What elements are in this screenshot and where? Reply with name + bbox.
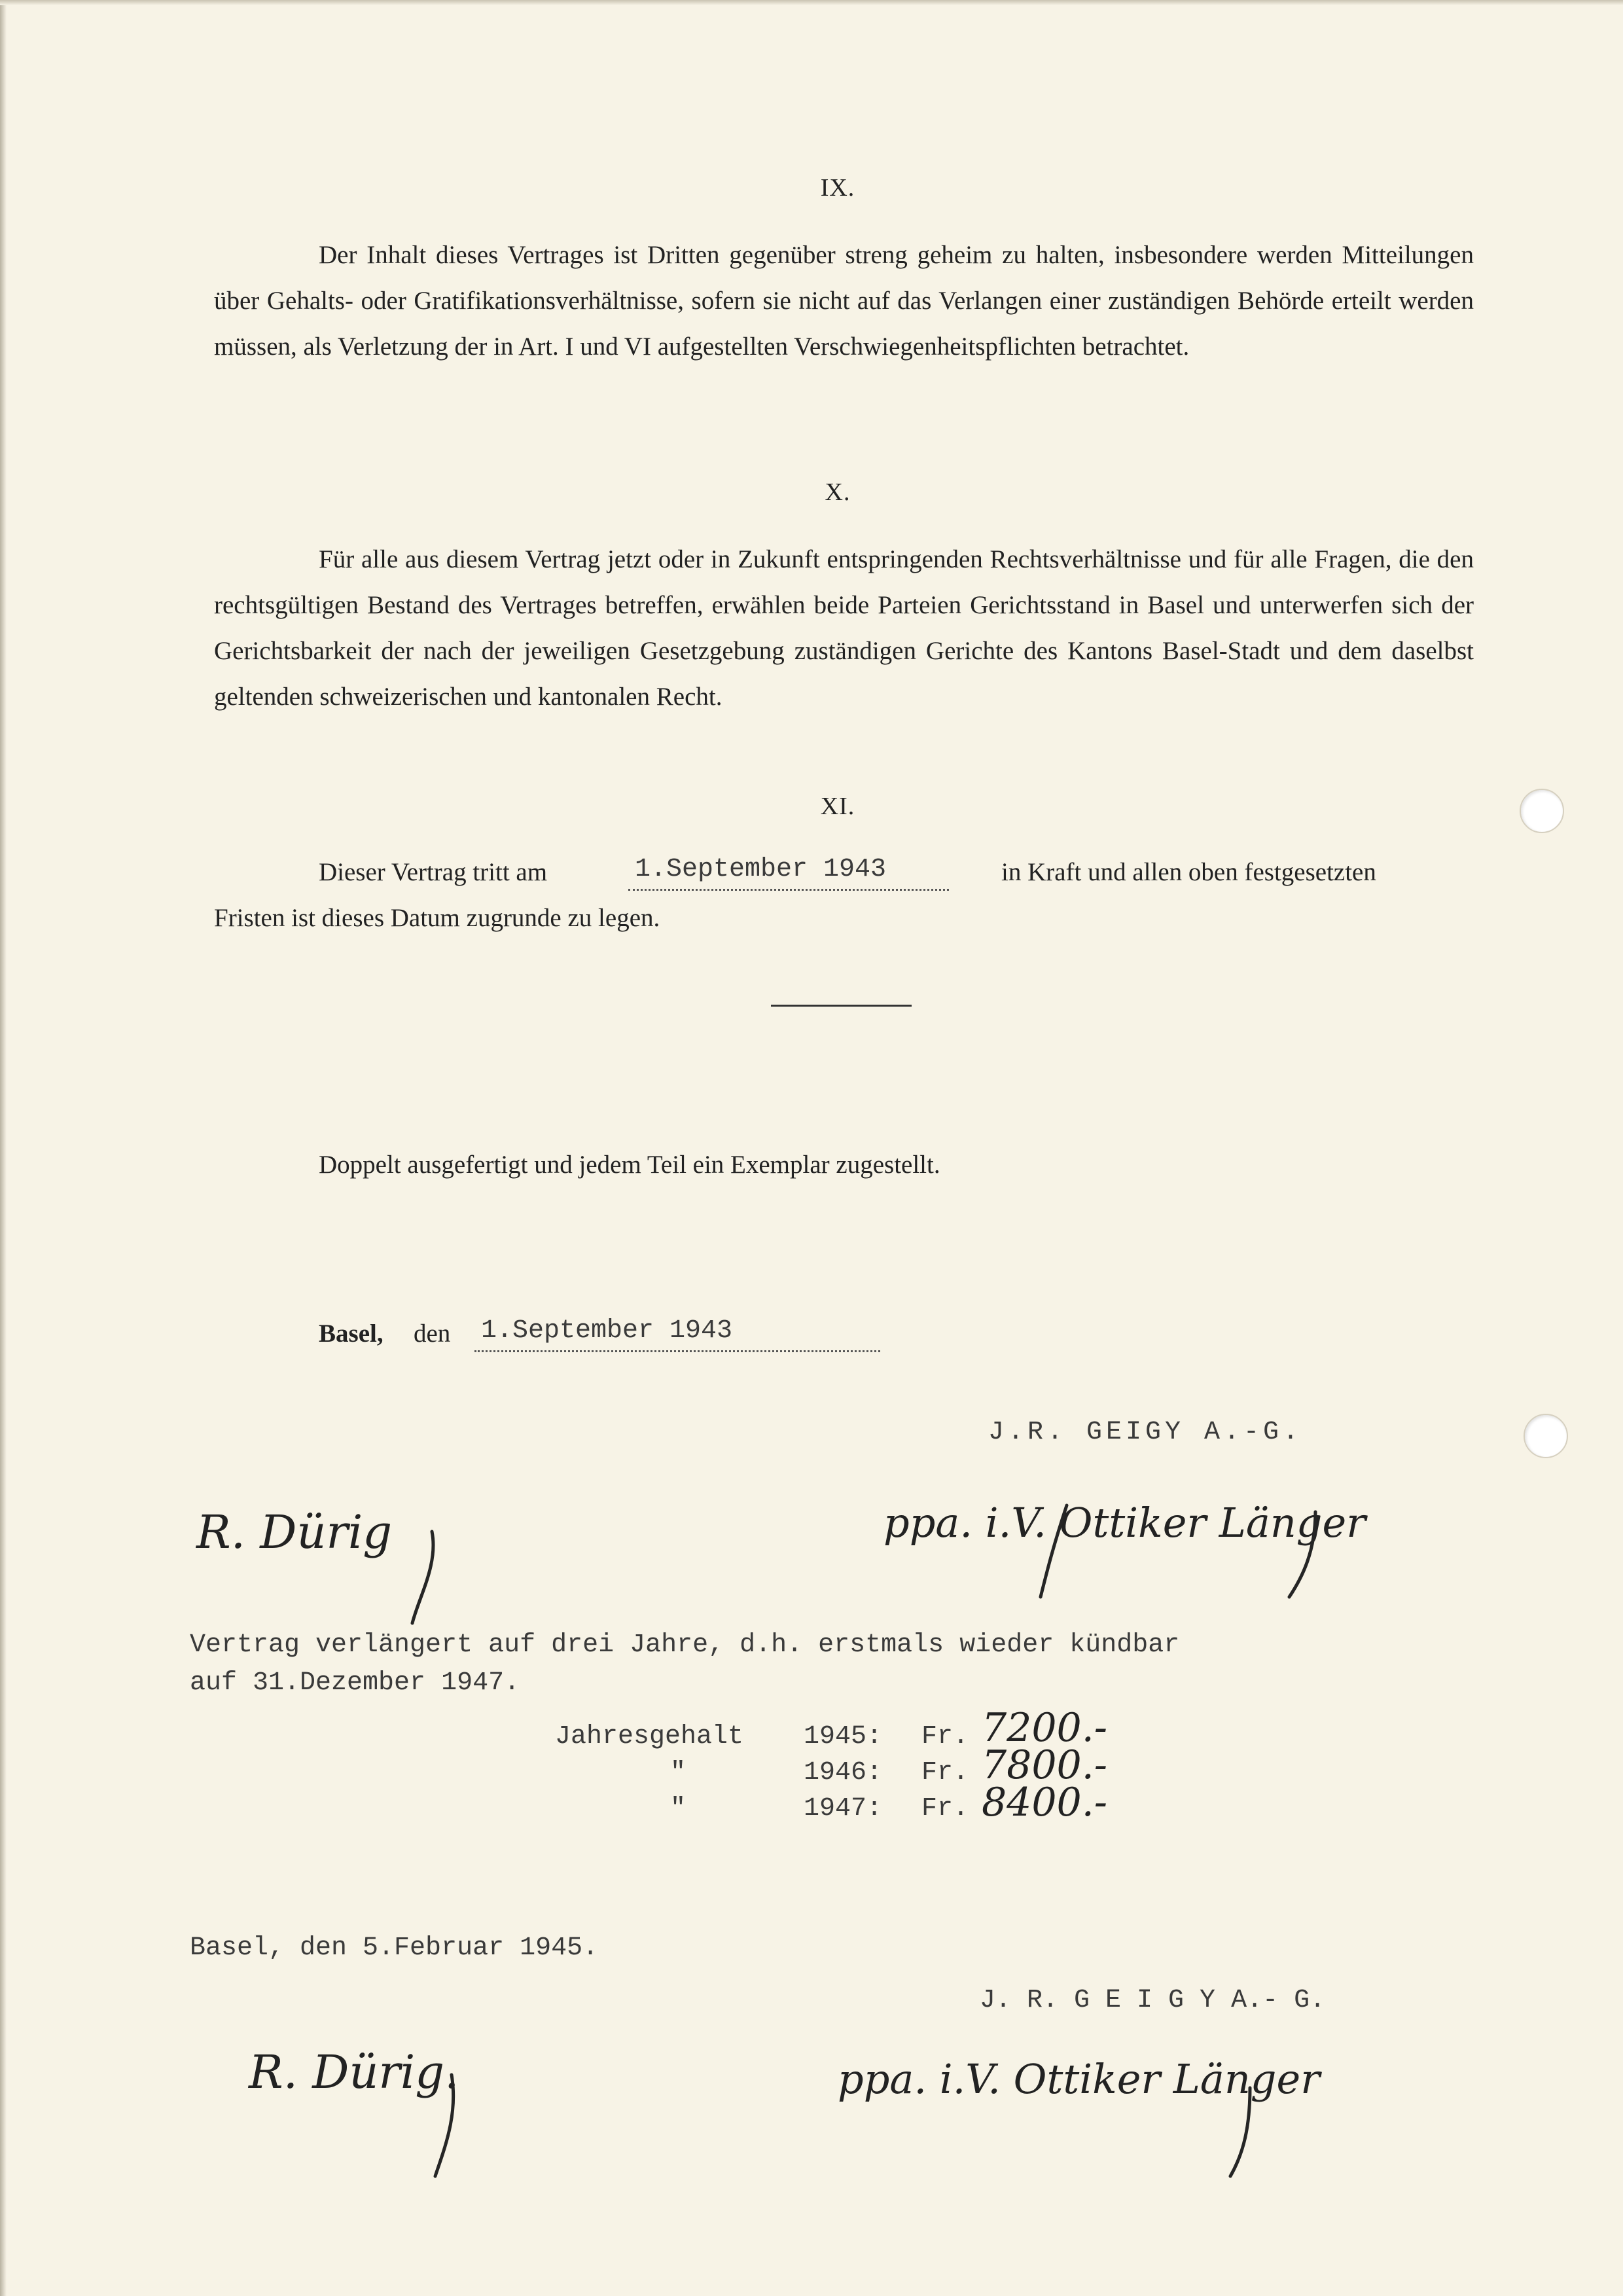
salary-ditto-1: ": [670, 1758, 687, 1787]
salary-currency-1945: Fr.: [921, 1722, 969, 1751]
signature-employee: R. Dürig: [196, 1505, 393, 1559]
signature-company-stroke: [975, 1486, 1381, 1604]
extension-signature-company: ppa. i.V. Ottiker Länger: [838, 2055, 1320, 2103]
closing-date: 1.September 1943: [474, 1312, 880, 1352]
section-xi-date-field: [628, 851, 949, 891]
extension-signature-company-stroke: [1152, 2075, 1283, 2179]
salary-amount-1947: 8400.-: [982, 1780, 1108, 1825]
salary-label: Jahresgehalt: [555, 1722, 744, 1751]
signature-company: ppa. i.V. Ottiker Länger: [883, 1499, 1366, 1547]
signature-employee-stroke: [393, 1525, 458, 1630]
section-xi-heading: XI.: [820, 793, 855, 820]
section-x-text: Für alle aus diesem Vertrag jetzt oder in Zukunft entspringenden Rechtsverhältnisse und für alle Fragen, die den rechtsgültigen Bestand des Vertrages betreffen, erwählen beide Parteien Gerichtsstand in Basel und unterwerfen sich der Gerichtsbarkeit der nach der jeweiligen Gesetzgebung zuständigen Gerichte des Kantons Basel-Stadt und dem daselbst geltenden schweizerischen und kantonalen Recht.: [214, 545, 1474, 711]
section-xi-line1-before: Dieser Vertrag tritt am: [319, 858, 548, 886]
extension-company: J. R. G E I G Y A.- G.: [980, 1986, 1326, 2015]
section-ix-text: Der Inhalt dieses Vertrages ist Dritten gegenüber streng geheim zu halten, insbesondere werden Mitteilungen über Gehalts- oder Gratifikationsverhältnisse, sofern sie nicht auf das Verlangen einer zuständigen Behörde erteilt werden müssen, als Verletzung der in Art. I und VI aufgestellten Verschwiegenheitspflichten betrachtet.: [214, 241, 1474, 361]
extension-line2: auf 31.Dezember 1947.: [190, 1668, 520, 1698]
extension-signature-employee: R. Dürig.: [249, 2045, 459, 2099]
salary-amount-1946: 7800.-: [982, 1742, 1108, 1788]
section-xi-line1-after: in Kraft und allen oben festgesetzten: [1001, 858, 1376, 886]
section-xi-date: 1.September 1943: [628, 851, 949, 891]
salary-year-1945: 1945:: [804, 1722, 883, 1751]
extension-signature-employee-stroke: [419, 2068, 484, 2179]
salary-year-1946: 1946:: [804, 1758, 883, 1787]
duplicate-note: Doppelt ausgefertigt und jedem Teil ein Exemplar zugestellt.: [319, 1151, 940, 1179]
section-xi-line2: Fristen ist dieses Datum zugrunde zu legen.: [214, 904, 660, 932]
salary-currency-1946: Fr.: [921, 1758, 969, 1787]
closing-company: J.R. GEIGY A.-G.: [988, 1418, 1303, 1447]
salary-year-1947: 1947:: [804, 1794, 883, 1823]
section-ix-heading: IX.: [820, 174, 855, 202]
punch-hole: [1524, 1414, 1568, 1458]
closing-den: den: [414, 1319, 451, 1348]
section-x-heading: X.: [825, 478, 851, 506]
salary-ditto-2: ": [670, 1794, 687, 1823]
page-left-edge: [0, 0, 7, 2296]
salary-amount-1945: 7200.-: [982, 1705, 1108, 1751]
section-divider: [771, 1005, 912, 1007]
extension-line1: Vertrag verlängert auf drei Jahre, d.h. erstmals wieder kündbar: [190, 1630, 1180, 1660]
extension-place-date: Basel, den 5.Februar 1945.: [190, 1933, 599, 1963]
closing-place: Basel,: [319, 1319, 383, 1348]
closing-date-field: [474, 1312, 880, 1352]
page-top-edge: [0, 0, 1623, 5]
salary-currency-1947: Fr.: [921, 1794, 969, 1823]
